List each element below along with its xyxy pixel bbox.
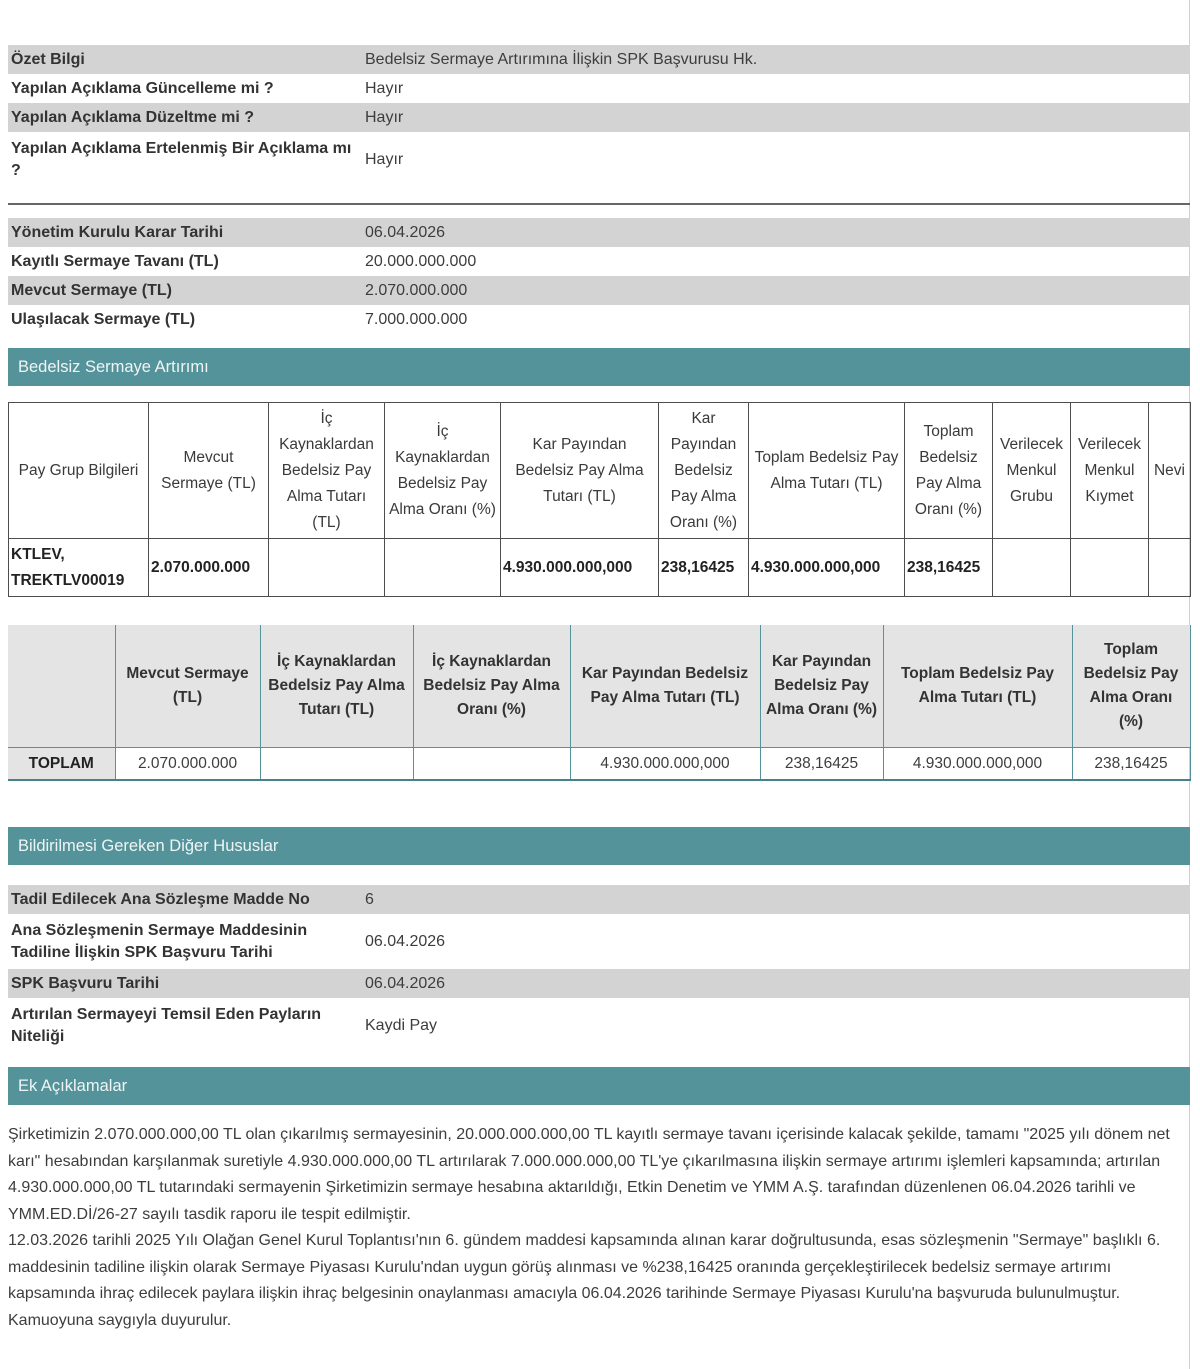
info-value: Hayır — [365, 79, 404, 97]
summary-row — [8, 103, 1190, 132]
info-value: 06.04.2026 — [365, 932, 446, 950]
section-header-diger-hususlar: Bildirilmesi Gereken Diğer Hususlar — [8, 827, 1190, 865]
table-header-cell: Mevcut Sermaye (TL) — [115, 625, 260, 748]
summary-section — [8, 45, 1190, 187]
totals-row — [8, 748, 1190, 781]
other-matters-row — [8, 969, 1190, 998]
table-cell: 238,16425 — [760, 748, 883, 781]
table-cell: 4.930.000.000,000 — [501, 539, 659, 597]
info-value: Hayır — [365, 150, 404, 168]
info-label: Ulaşılacak Sermaye (TL) — [11, 310, 196, 328]
table-header-cell: İç Kaynaklardan Bedelsiz Pay Alma Tutarı (TL) — [260, 625, 413, 748]
table-cell — [269, 539, 385, 597]
table-header-cell: Kar Payından Bedelsiz Pay Alma Oranı (%) — [760, 625, 883, 748]
section-header-bedelsiz-sermaye-artirimi: Bedelsiz Sermaye Artırımı — [8, 348, 1190, 386]
table-header-cell: Toplam Bedelsiz Pay Alma Oranı (%) — [1072, 625, 1190, 748]
table-cell — [413, 748, 570, 781]
table-header-cell: İç Kaynaklardan Bedelsiz Pay Alma Tutarı (TL) — [269, 403, 385, 539]
section-divider — [8, 203, 1190, 205]
other-matters-section — [8, 885, 1190, 1053]
table-cell: 238,16425 — [1072, 748, 1190, 781]
table-cell — [993, 539, 1071, 597]
disclosure-paragraph: 12.03.2026 tarihli 2025 Yılı Olağan Genel Kurul Toplantısı'nın 6. gündem maddesi kapsamında alınan karar doğrultusunda, esas sözleşmenin "Sermaye" başlıklı 6. maddesinin tadiline ilişkin olarak Sermaye Piyasası Kurulu'ndan uygun görüş alınması ve %238,16425 oranında gerçekleştirilecek bedelsiz sermaye artırımı kapsamında ihraç edilecek paylara ilişkin ihraç belgesinin onaylanması amacıyla 06.04.2026 tarihinde Sermaye Piyasası Kurulu'na başvuruda bulunulmuştur. — [8, 1232, 1161, 1302]
capital-info-section — [8, 218, 1190, 334]
table-cell: 2.070.000.000 — [149, 539, 269, 597]
info-label: Ana Sözleşmenin Sermaye Maddesinin Tadiline İlişkin SPK Başvuru Tarihi — [11, 921, 308, 961]
info-label: Yönetim Kurulu Karar Tarihi — [11, 223, 224, 241]
spacer — [8, 781, 1189, 827]
table-header-cell: Toplam Bedelsiz Pay Alma Oranı (%) — [905, 403, 993, 539]
table-header-cell — [8, 625, 115, 748]
info-label: Yapılan Açıklama Düzeltme mi ? — [11, 108, 255, 126]
info-value: 7.000.000.000 — [365, 310, 468, 328]
table-header-cell: Kar Payından Bedelsiz Pay Alma Oranı (%) — [659, 403, 749, 539]
table-cell — [385, 539, 501, 597]
info-value: 06.04.2026 — [365, 223, 446, 241]
capital-info-row — [8, 218, 1190, 247]
table-header-cell: İç Kaynaklardan Bedelsiz Pay Alma Oranı (%) — [413, 625, 570, 748]
table-header-cell: Kar Payından Bedelsiz Pay Alma Tutarı (TL) — [501, 403, 659, 539]
table-cell — [1071, 539, 1149, 597]
table-cell: 238,16425 — [659, 539, 749, 597]
table-header-cell: Toplam Bedelsiz Pay Alma Tutarı (TL) — [749, 403, 905, 539]
table-header-cell: Verilecek Menkul Kıymet — [1071, 403, 1149, 539]
table-header-cell: Kar Payından Bedelsiz Pay Alma Tutarı (TL) — [570, 625, 760, 748]
capital-info-row — [8, 247, 1190, 276]
table-header-cell: Nevi — [1149, 403, 1191, 539]
summary-row — [8, 132, 1190, 187]
table-cell: 2.070.000.000 — [115, 748, 260, 781]
totals-label-cell: TOPLAM — [8, 748, 115, 781]
info-label: Artırılan Sermayeyi Temsil Eden Payların Niteliği — [11, 1005, 322, 1045]
table-row — [9, 539, 1191, 597]
table-cell: 4.930.000.000,000 — [570, 748, 760, 781]
table-header-row — [8, 625, 1190, 748]
info-label: Tadil Edilecek Ana Sözleşme Madde No — [11, 890, 310, 908]
table-header-cell: Mevcut Sermaye (TL) — [149, 403, 269, 539]
info-value: 20.000.000.000 — [365, 252, 477, 270]
table-cell: 4.930.000.000,000 — [883, 748, 1072, 781]
info-value: 06.04.2026 — [365, 974, 446, 992]
totals-table — [8, 625, 1191, 781]
info-value: Bedelsiz Sermaye Artırımına İlişkin SPK Başvurusu Hk. — [365, 50, 758, 68]
summary-row — [8, 45, 1190, 74]
table-cell: KTLEV, TREKTLV00019 — [9, 539, 149, 597]
info-value: 2.070.000.000 — [365, 281, 468, 299]
info-label: Özet Bilgi — [11, 50, 85, 68]
other-matters-row — [8, 885, 1190, 914]
table-cell — [1149, 539, 1191, 597]
info-label: Mevcut Sermaye (TL) — [11, 281, 172, 299]
additional-notes-body — [8, 1122, 1186, 1334]
info-label: Yapılan Açıklama Güncelleme mi ? — [11, 79, 274, 97]
info-value: Kaydi Pay — [365, 1016, 438, 1034]
table-header-cell: Pay Grup Bilgileri — [9, 403, 149, 539]
info-value: Hayır — [365, 108, 404, 126]
pay-group-table — [8, 402, 1191, 597]
table-header-cell: İç Kaynaklardan Bedelsiz Pay Alma Oranı (%) — [385, 403, 501, 539]
other-matters-row — [8, 998, 1190, 1053]
section-header-ek-aciklamalar: Ek Açıklamalar — [8, 1067, 1190, 1105]
info-label: Yapılan Açıklama Ertelenmiş Bir Açıklama mı ? — [11, 139, 352, 179]
info-label: Kayıtlı Sermaye Tavanı (TL) — [11, 252, 219, 270]
disclosure-paragraph: Şirketimizin 2.070.000.000,00 TL olan çıkarılmış sermayesinin, 20.000.000.000,00 TL kayıtlı sermaye tavanı içerisinde kalacak şekilde, tamamı "2025 yılı dönem net karı" hesabından karşılanmak suretiyle 4.930.000.000,00 TL artırılarak 7.000.000.000,00 TL'ye çıkarılmasına ilişkin sermaye artırımı işlemleri kapsamında; artırılan 4.930.000.000,00 TL tutarındaki sermayenin Şirketimizin sermaye hesabına aktarıldığı, Etkin Denetim ve YMM A.Ş. tarafından düzenlenen 06.04.2026 tarihli ve YMM.ED.Dİ/26-27 sayılı tasdik raporu ile tespit edilmiştir. — [8, 1126, 1170, 1223]
info-label: SPK Başvuru Tarihi — [11, 974, 160, 992]
table-cell: 238,16425 — [905, 539, 993, 597]
table-header-cell: Toplam Bedelsiz Pay Alma Tutarı (TL) — [883, 625, 1072, 748]
table-cell — [260, 748, 413, 781]
capital-info-row — [8, 276, 1190, 305]
disclosure-paragraph: Kamuoyuna saygıyla duyurulur. — [8, 1311, 232, 1329]
table-header-cell: Verilecek Menkul Grubu — [993, 403, 1071, 539]
capital-info-row — [8, 305, 1190, 334]
table-header-row — [9, 403, 1191, 539]
info-value: 6 — [365, 890, 374, 908]
summary-row — [8, 74, 1190, 103]
table-cell: 4.930.000.000,000 — [749, 539, 905, 597]
other-matters-row — [8, 914, 1190, 969]
